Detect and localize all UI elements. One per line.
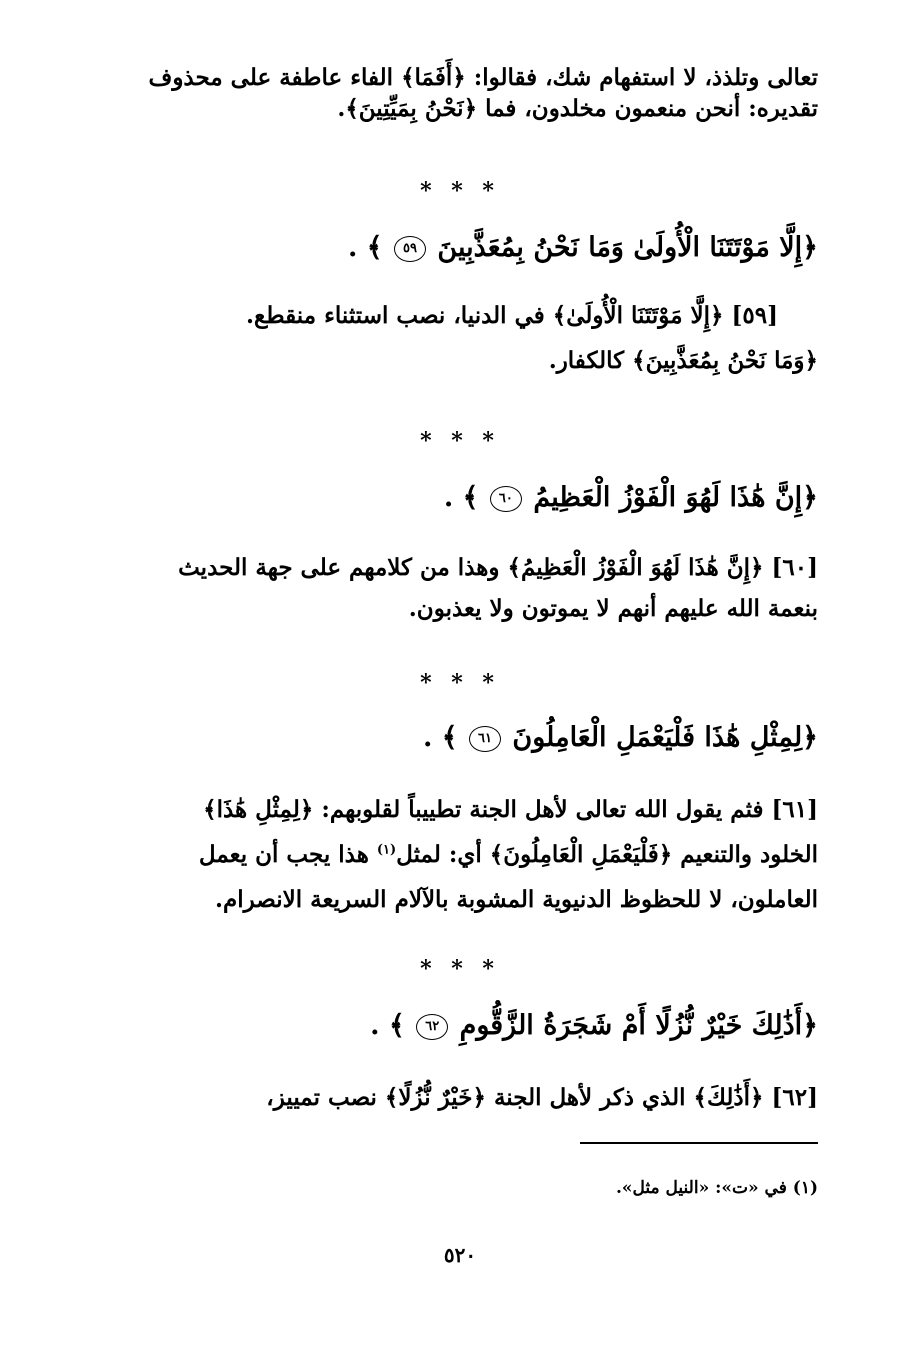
- text-line: [٦١] فثم يقول الله تعالى لأهل الجنة تطييباً لقلوبهم: ﴿لِمِثْلِ هَٰذَا﴾: [203, 796, 818, 823]
- footnote-ref: (١): [376, 842, 397, 858]
- text-line: ﴿وَمَا نَحْنُ بِمُعَذَّبِينَ﴾ كالكفار.: [548, 347, 818, 375]
- page-number: ٥٢٠: [443, 1243, 477, 1267]
- ayah-number-icon: ٦٠: [490, 486, 522, 512]
- commentary-60: [102, 552, 818, 624]
- verse-text: ﴿لِمِثْلِ هَٰذَا فَلْيَعْمَلِ الْعَامِلُونَ: [512, 722, 818, 753]
- verse-end: ﴾ .: [347, 232, 383, 263]
- verse-61: [102, 722, 818, 753]
- verse-59: [102, 232, 818, 263]
- text-segment: الخلود والتنعيم ﴿فَلْيَعْمَلِ الْعَامِلُونَ﴾ أي: لمثل: [396, 841, 818, 869]
- verse-text: ﴿إِلَّا مَوْتَتَنَا الْأُولَىٰ وَمَا نَحْنُ بِمُعَذَّبِينَ: [437, 232, 818, 263]
- commentary-62: [102, 1082, 818, 1113]
- ayah-number-icon: ٦١: [469, 726, 501, 752]
- ayah-number-icon: ٥٩: [394, 236, 426, 262]
- ayah-number-icon: ٦٢: [416, 1014, 448, 1040]
- section-separator: * * *: [420, 670, 500, 696]
- text-segment: هذا يجب أن يعمل: [198, 841, 377, 869]
- commentary-61: [102, 794, 818, 915]
- verse-62: [102, 1010, 818, 1041]
- verse-end: ﴾ .: [370, 1010, 405, 1041]
- text-line: تقديره: أنحن منعمون مخلدون، فما ﴿نَحْنُ بِمَيِّتِينَ﴾.: [337, 95, 818, 123]
- text-line: بنعمة الله عليهم أنهم لا يموتون ولا يعذبون.: [408, 595, 818, 623]
- footnote: (١) في «ت»: «النيل مثل».: [615, 1178, 818, 1198]
- text-line: العاملون، لا للحظوظ الدنيوية المشوبة بالآلام السريعة الانصرام.: [214, 886, 818, 914]
- section-separator: * * *: [420, 178, 500, 204]
- text-line: تعالى وتلذذ، لا استفهام شك، فقالوا: ﴿أَفَمَا﴾ الفاء عاطفة على محذوف: [148, 64, 818, 91]
- section-separator: * * *: [420, 428, 500, 454]
- footnote-divider: [580, 1142, 818, 1144]
- paragraph-continuation: [102, 62, 818, 124]
- text-line: [٦٠] ﴿إِنَّ هَٰذَا لَهُوَ الْفَوْزُ الْعَظِيمُ﴾ وهذا من كلامهم على جهة الحديث: [178, 554, 818, 581]
- text-line: [٦٢] ﴿أَذَٰلِكَ﴾ الذي ذكر لأهل الجنة ﴿خَيْرٌ نُّزُلًا﴾ نصب تمييز،: [266, 1084, 818, 1111]
- verse-text: ﴿إِنَّ هَٰذَا لَهُوَ الْفَوْزُ الْعَظِيمُ: [533, 482, 818, 513]
- commentary-59: [102, 300, 818, 376]
- verse-text: ﴿أَذَٰلِكَ خَيْرٌ نُّزُلًا أَمْ شَجَرَةُ الزَّقُّومِ: [459, 1010, 818, 1041]
- verse-end: ﴾ .: [422, 722, 458, 753]
- section-separator: * * *: [420, 956, 500, 982]
- verse-end: ﴾ .: [443, 482, 479, 513]
- text-line: [102, 839, 818, 870]
- text-line: [٥٩] ﴿إِلَّا مَوْتَتَنَا الْأُولَىٰ﴾ في الدنيا، نصب استثناء منقطع.: [246, 302, 778, 329]
- verse-60: [102, 482, 818, 513]
